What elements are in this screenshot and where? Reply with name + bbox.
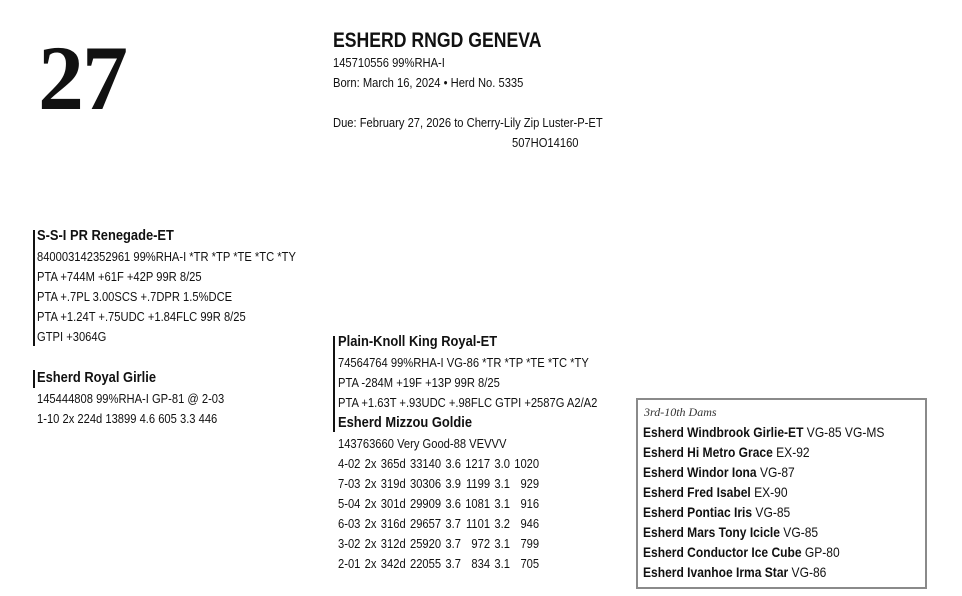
dam-item <box>643 422 884 442</box>
dam-name: Esherd Royal Girlie <box>37 369 157 386</box>
record-cell: 2x <box>364 476 377 491</box>
record-cell: 3.7 <box>445 556 461 571</box>
record-cell: 916 <box>520 496 540 511</box>
dam-item-name: Esherd Hi Metro Grace <box>643 444 773 460</box>
animal-born: Born: March 16, 2024 • Herd No. 5335 <box>333 75 524 90</box>
record-cell: 301d <box>380 496 406 511</box>
mgs-line-2: PTA -284M +19F +13P 99R 8/25 <box>338 375 500 390</box>
dam-bracket <box>33 370 35 388</box>
record-row <box>338 454 543 474</box>
dam-item <box>643 502 884 522</box>
record-cell: 319d <box>380 476 406 491</box>
lot-number: 27 <box>38 27 126 129</box>
record-cell: 834 <box>471 556 491 571</box>
record-cell: 3.0 <box>494 456 510 471</box>
record-cell: 2-01 <box>338 556 361 571</box>
dam-item <box>643 542 884 562</box>
sire-bracket <box>33 230 35 346</box>
dam-item-name: Esherd Fred Isabel <box>643 484 751 500</box>
dam-item-name: Esherd Mars Tony Icicle <box>643 524 780 540</box>
mgs-name: Plain-Knoll King Royal-ET <box>338 333 498 350</box>
mgs-line-1: 74564764 99%RHA-I VG-86 *TR *TP *TE *TC *TY <box>338 355 589 370</box>
record-row <box>338 494 543 514</box>
record-cell: 25920 <box>409 536 442 551</box>
record-cell: 29657 <box>409 516 442 531</box>
record-cell: 3.7 <box>445 536 461 551</box>
dam-item-score: VG-85 VG-MS <box>806 424 885 440</box>
record-cell: 33140 <box>409 456 442 471</box>
mgs-line-3: PTA +1.63T +.93UDC +.98FLC GTPI +2587G A2/A2 <box>338 395 598 410</box>
dam-line-1: 145444808 99%RHA-I GP-81 @ 2-03 <box>37 391 225 406</box>
sire-line-3: PTA +.7PL 3.00SCS +.7DPR 1.5%DCE <box>37 289 233 304</box>
dam-line-2: 1-10 2x 224d 13899 4.6 605 3.3 446 <box>37 411 218 426</box>
granddam-records <box>338 454 543 574</box>
dam-item-score: VG-85 <box>755 504 791 520</box>
dam-item <box>643 562 884 582</box>
record-cell: 29909 <box>409 496 442 511</box>
record-cell: 1199 <box>466 476 491 491</box>
sire-line-1: 840003142352961 99%RHA-I *TR *TP *TE *TC *TY <box>37 249 296 264</box>
dams-list <box>643 422 884 582</box>
animal-name: ESHERD RNGD GENEVA <box>333 29 542 52</box>
record-cell: 3.1 <box>494 556 510 571</box>
record-cell: 929 <box>520 476 540 491</box>
record-cell: 5-04 <box>338 496 361 511</box>
sire-line-5: GTPI +3064G <box>37 329 107 344</box>
record-cell: 2x <box>364 556 377 571</box>
record-cell: 4-02 <box>338 456 361 471</box>
record-cell: 1217 <box>465 456 491 471</box>
record-cell: 705 <box>520 556 540 571</box>
dam-item-name: Esherd Ivanhoe Irma Star <box>643 564 789 580</box>
sire-line-4: PTA +1.24T +.75UDC +1.84FLC 99R 8/25 <box>37 309 246 324</box>
record-cell: 22055 <box>409 556 442 571</box>
animal-id: 145710556 99%RHA-I <box>333 55 445 70</box>
dam-item <box>643 462 884 482</box>
record-row <box>338 554 543 574</box>
dam-item-score: VG-86 <box>791 564 827 580</box>
record-cell: 2x <box>364 496 377 511</box>
record-cell: 799 <box>520 536 540 551</box>
mgs-bracket <box>333 336 335 432</box>
record-cell: 1101 <box>466 516 491 531</box>
record-cell: 365d <box>380 456 406 471</box>
record-cell: 6-03 <box>338 516 361 531</box>
due-line: Due: February 27, 2026 to Cherry-Lily Zip Luster-P-ET <box>333 115 603 130</box>
sire-name: S-S-I PR Renegade-ET <box>37 227 174 244</box>
record-cell: 316d <box>380 516 406 531</box>
record-cell: 2x <box>364 516 377 531</box>
record-cell: 7-03 <box>338 476 361 491</box>
dam-item <box>643 442 884 462</box>
record-cell: 3.2 <box>494 516 510 531</box>
record-row <box>338 514 543 534</box>
record-cell: 342d <box>380 556 406 571</box>
record-cell: 3.6 <box>445 496 461 511</box>
records-table <box>338 454 543 574</box>
record-cell: 2x <box>364 456 377 471</box>
record-cell: 946 <box>520 516 540 531</box>
granddam-name: Esherd Mizzou Goldie <box>338 414 473 431</box>
dam-item-score: VG-87 <box>759 464 795 480</box>
record-cell: 3-02 <box>338 536 361 551</box>
granddam-id: 143763660 Very Good-88 VEVVV <box>338 436 507 451</box>
dams-box <box>636 398 927 589</box>
dams-box-title: 3rd-10th Dams <box>644 405 717 419</box>
dam-item-name: Esherd Pontiac Iris <box>643 504 753 520</box>
dam-item-score: VG-85 <box>783 524 819 540</box>
dam-item-name: Esherd Windbrook Girlie-ET <box>643 424 804 440</box>
record-row <box>338 534 543 554</box>
dam-item-score: GP-80 <box>804 544 840 560</box>
record-cell: 972 <box>471 536 491 551</box>
dam-item-score: EX-92 <box>776 444 810 460</box>
record-row <box>338 474 543 494</box>
record-cell: 3.6 <box>445 456 461 471</box>
dam-item-score: EX-90 <box>754 484 788 500</box>
dam-item-name: Esherd Windor Iona <box>643 464 757 480</box>
record-cell: 3.9 <box>445 476 461 491</box>
record-cell: 1081 <box>465 496 491 511</box>
record-cell: 312d <box>380 536 406 551</box>
record-cell: 1020 <box>514 456 540 471</box>
dam-item-name: Esherd Conductor Ice Cube <box>643 544 802 560</box>
record-cell: 3.1 <box>494 496 510 511</box>
record-cell: 2x <box>364 536 377 551</box>
dam-item <box>643 482 884 502</box>
dam-item <box>643 522 884 542</box>
record-cell: 3.1 <box>494 476 510 491</box>
record-cell: 3.7 <box>445 516 461 531</box>
sire-line-2: PTA +744M +61F +42P 99R 8/25 <box>37 269 202 284</box>
record-cell: 30306 <box>409 476 442 491</box>
record-cell: 3.1 <box>494 536 510 551</box>
service-sire-code: 507HO14160 <box>512 135 579 150</box>
